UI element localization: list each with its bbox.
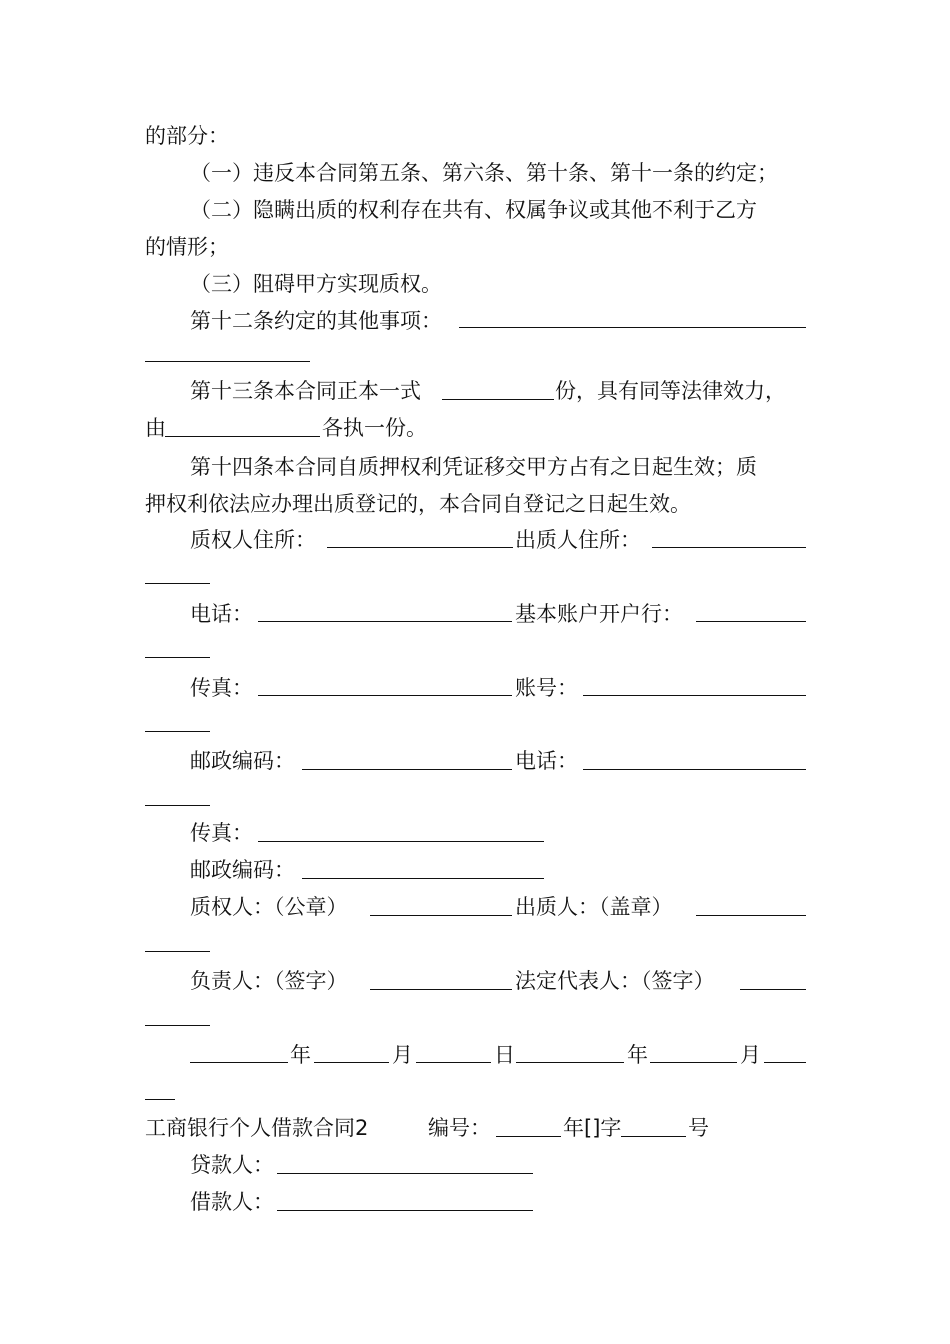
text-line <box>0 670 950 706</box>
month-field[interactable] <box>650 1062 737 1063</box>
text-line <box>0 596 950 632</box>
clause-item-3: （三）阻碍甲方实现质权。 <box>190 272 442 296</box>
clause-item-1: （一）违反本合同第五条、第六条、第十条、第十一条的约定； <box>190 161 778 185</box>
fax-label: 传真： <box>190 676 253 700</box>
month-field[interactable] <box>314 1062 389 1063</box>
account-field[interactable] <box>583 695 806 696</box>
article-13-label: 第十三条本合同正本一式 <box>190 379 421 403</box>
postcode-label: 邮政编码： <box>190 749 295 773</box>
year-label: 年 <box>290 1043 311 1067</box>
article-12-label: 第十二条约定的其他事项： <box>190 309 442 333</box>
fill-in-blank[interactable] <box>145 1025 210 1026</box>
postcode-label: 邮政编码： <box>190 858 295 882</box>
text-fragment: 的情形； <box>145 235 229 259</box>
responsible-person-label: 负责人：（签字） <box>190 969 348 993</box>
pledgor-seal-label: 出质人：（盖章） <box>515 895 673 919</box>
clause-item-2: （二）隐瞒出质的权利存在共有、权属争议或其他不利于乙方 <box>190 198 757 222</box>
text-line <box>0 266 950 302</box>
pledgee-seal-label: 质权人：（公章） <box>190 895 348 919</box>
fill-in-blank[interactable] <box>145 731 210 732</box>
lender-field[interactable] <box>277 1173 533 1174</box>
text-line <box>0 963 950 999</box>
date-line <box>0 1037 950 1073</box>
contract-number-label: 编号： <box>428 1116 491 1140</box>
fill-in-blank[interactable] <box>145 1099 175 1100</box>
text-line <box>0 852 950 888</box>
text-line <box>0 522 950 558</box>
text-fragment: 的部分： <box>145 124 229 148</box>
contract-title: 工商银行个人借款合同2 <box>145 1116 369 1140</box>
day-field[interactable] <box>416 1062 491 1063</box>
month-label: 月 <box>740 1043 761 1067</box>
fill-in-blank[interactable] <box>145 583 210 584</box>
phone-label: 电话： <box>515 749 578 773</box>
borrower-field[interactable] <box>277 1210 533 1211</box>
fill-in-blank[interactable] <box>145 657 210 658</box>
text-fragment: 由 <box>145 416 166 440</box>
bank-label: 基本账户开户行： <box>515 602 683 626</box>
year-field[interactable] <box>190 1062 288 1063</box>
borrower-label: 借款人： <box>190 1190 274 1214</box>
text-line <box>0 815 950 851</box>
lender-label: 贷款人： <box>190 1153 274 1177</box>
fax-field[interactable] <box>258 695 512 696</box>
pledgor-address-label: 出质人住所： <box>515 528 641 552</box>
month-label: 月 <box>392 1043 413 1067</box>
text-line <box>0 155 950 191</box>
phone-field[interactable] <box>583 769 806 770</box>
day-label: 日 <box>494 1043 515 1067</box>
fill-in-blank[interactable] <box>145 361 310 362</box>
text-line <box>0 373 950 409</box>
text-line <box>0 449 950 485</box>
fill-in-blank[interactable] <box>145 805 210 806</box>
bank-field[interactable] <box>696 621 806 622</box>
text-line <box>0 118 950 154</box>
postcode-field[interactable] <box>302 878 544 879</box>
pledgor-address-field[interactable] <box>652 547 806 548</box>
day-field[interactable] <box>764 1062 806 1063</box>
text-line <box>0 1184 950 1220</box>
copies-blank[interactable] <box>442 399 554 400</box>
pledgor-seal-field[interactable] <box>696 915 806 916</box>
year-field[interactable] <box>516 1062 624 1063</box>
text-line <box>0 192 950 228</box>
year-label: 年 <box>627 1043 648 1067</box>
text-line <box>0 1110 950 1146</box>
pledgee-seal-field[interactable] <box>370 915 512 916</box>
text-fragment: 各执一份。 <box>322 416 427 440</box>
fax-field[interactable] <box>258 841 544 842</box>
article-14-text: 第十四条本合同自质押权利凭证移交甲方占有之日起生效；质 <box>190 455 757 479</box>
pledgee-address-label: 质权人住所： <box>190 528 316 552</box>
text-line <box>0 303 950 339</box>
contract-year-field[interactable] <box>496 1136 561 1137</box>
text-fragment: 押权利依法应办理出质登记的，本合同自登记之日起生效。 <box>145 492 691 516</box>
legal-rep-signature-field[interactable] <box>740 989 806 990</box>
text-line <box>0 889 950 925</box>
text-fragment: 份，具有同等法律效力， <box>555 379 786 403</box>
postcode-field[interactable] <box>302 769 512 770</box>
text-line <box>0 486 950 522</box>
fill-in-blank[interactable] <box>459 327 806 328</box>
pledgee-address-field[interactable] <box>327 547 513 548</box>
legal-representative-label: 法定代表人：（签字） <box>515 969 715 993</box>
contract-number-year-label: 年[]字 <box>563 1116 622 1140</box>
contract-number-suffix: 号 <box>688 1116 709 1140</box>
fill-in-blank[interactable] <box>145 951 210 952</box>
text-line <box>0 1147 950 1183</box>
contract-number-field[interactable] <box>621 1136 686 1137</box>
parties-blank[interactable] <box>165 436 320 437</box>
phone-label: 电话： <box>190 602 253 626</box>
account-label: 账号： <box>515 676 578 700</box>
fax-label: 传真： <box>190 821 253 845</box>
text-line <box>0 229 950 265</box>
responsible-signature-field[interactable] <box>370 989 512 990</box>
text-line <box>0 410 950 446</box>
text-line <box>0 743 950 779</box>
phone-field[interactable] <box>258 621 512 622</box>
